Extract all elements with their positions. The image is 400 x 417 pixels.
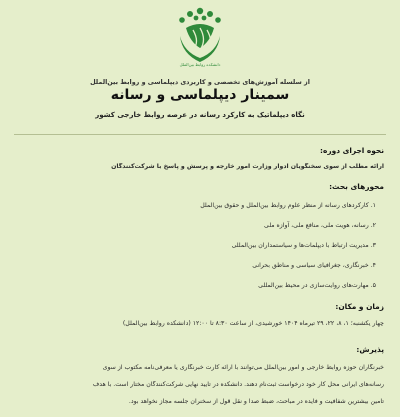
admission-line: خبرنگاران حوزه روابط خارجی و امور بین‌الملل می‌توانند با ارائه کارت خبرنگاری یا معرفی‌نامه مکتوب از سوی bbox=[102, 364, 384, 371]
admission-line: تامین بیشترین شفافیت و فایده در مباحث، ضبط صدا و نقل قول از سخنران جلسه مجاز نخواهد بود. bbox=[128, 398, 384, 405]
page-title: سمینار دیپلماسی و رسانه bbox=[110, 87, 290, 103]
university-emblem-icon bbox=[172, 6, 228, 68]
topics-heading: محورهای بحث: bbox=[329, 182, 384, 191]
admission-line: رسانه‌های ایرانی محل کار خود درخواست ثبت‌نام دهند. دانشکده در تایید نهایی شرکت‌کنندگان مختار است. با هدف bbox=[92, 381, 384, 388]
header-divider bbox=[14, 134, 386, 135]
time-text: چهار یکشنبه؛ ۱، ۸، ۲۲، ۲۹ تیرماه ۱۴۰۴ خورشیدی، از ساعت ۸:۳۰ تا ۱۲:۰۰ (دانشکده روابط بین‌الملل) bbox=[122, 320, 384, 327]
topic-item: ۱. کارکردهای رسانه از منظر علوم روابط بین‌الملل و حقوق بین‌الملل bbox=[200, 202, 376, 209]
topic-item: ۲. رسانه، هویت ملی، منافع ملی، آوازه ملی bbox=[264, 222, 376, 229]
topic-item: ۴. خبرنگاری، جغرافیای سیاسی و مناطق بحرانی bbox=[252, 262, 376, 269]
page-subtitle: نگاه دیپلماتیک به کارکرد رسانه در عرصه روابط خارجی کشور bbox=[95, 111, 305, 119]
series-kicker: از سلسله آموزش‌های تخصصی و کاربردی دیپلماسی و روابط بین‌الملل bbox=[90, 78, 310, 86]
method-text: ارائه مطلب از سوی سخنگویان ادوار وزارت امور خارجه و پرسش و پاسخ با شرکت‌کنندگان bbox=[111, 163, 384, 170]
topic-item: ۳. مدیریت ارتباط با دیپلمات‌ها و سیاستمداران بین‌المللی bbox=[231, 242, 376, 249]
method-heading: نحوه اجرای دوره: bbox=[320, 146, 384, 155]
emblem-caption: دانشکده روابط بین‌الملل bbox=[179, 62, 221, 67]
time-heading: زمان و مکان: bbox=[335, 302, 384, 311]
admission-heading: پذیرش: bbox=[356, 345, 384, 354]
topic-item: ۵. مهارت‌های روایت‌سازی در محیط بین‌المللی bbox=[258, 282, 376, 289]
emblem-graphic bbox=[172, 6, 228, 68]
